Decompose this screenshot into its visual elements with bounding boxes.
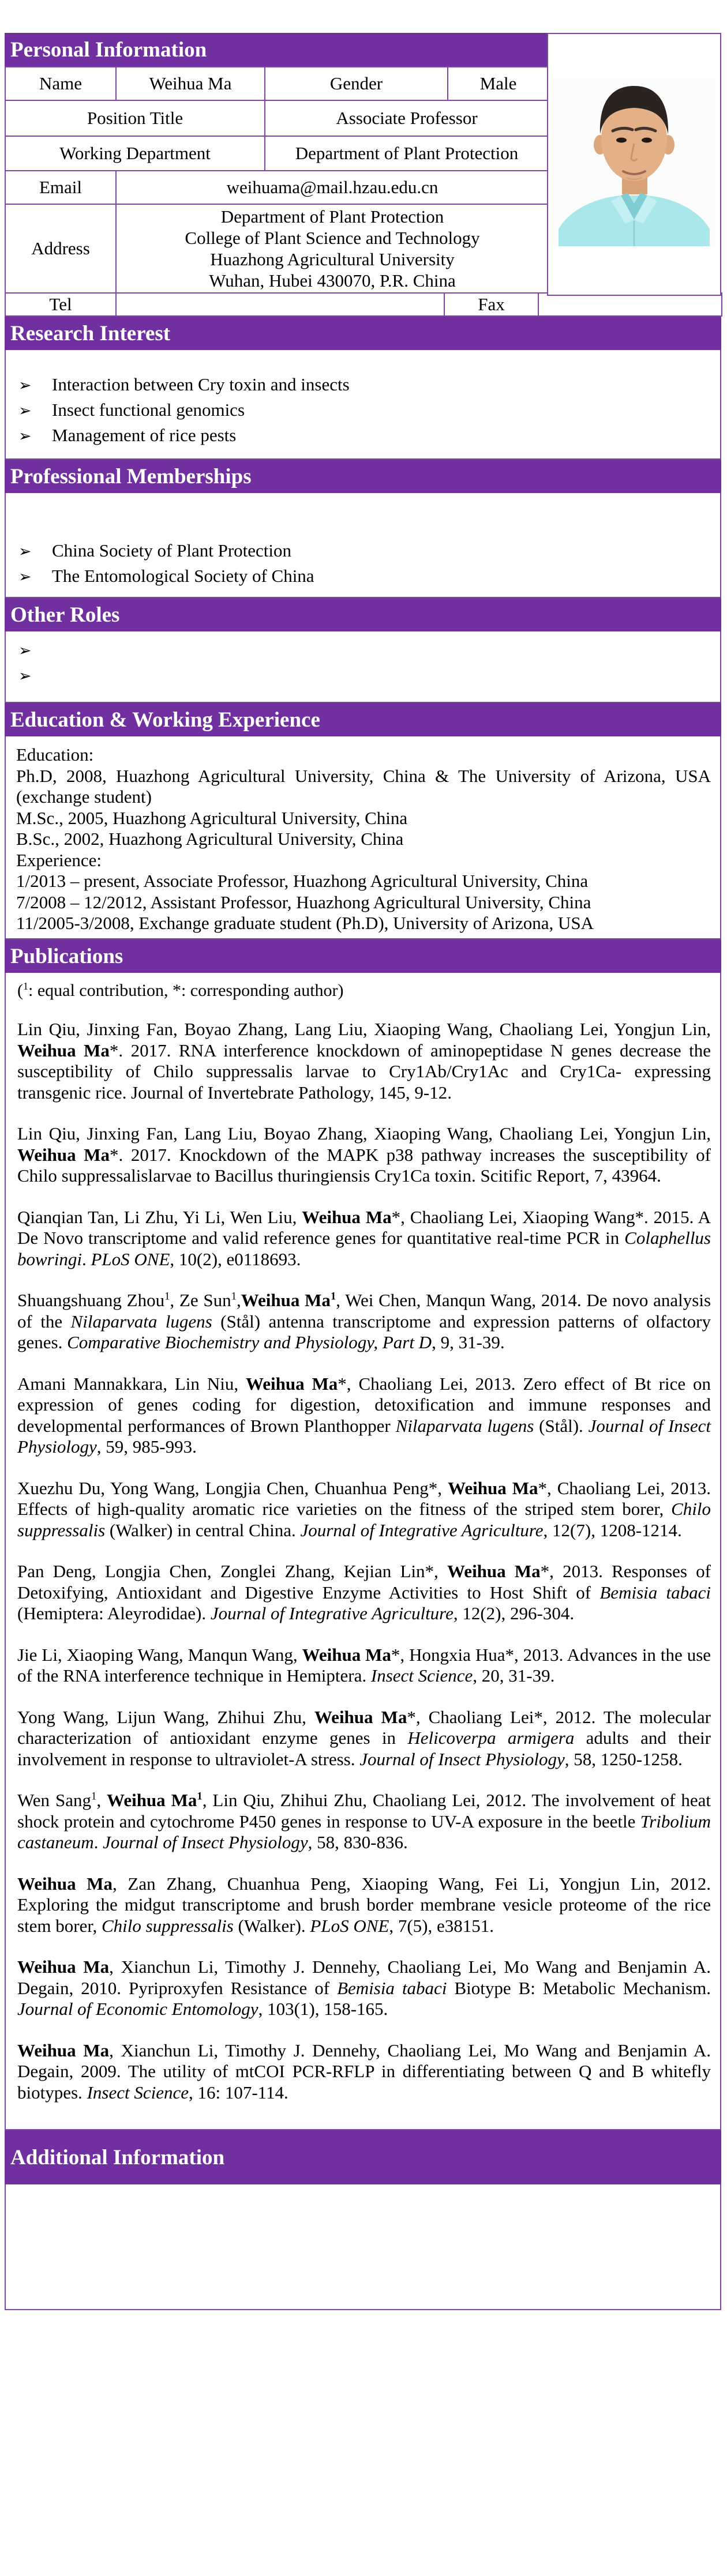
fax-label: Fax (444, 293, 538, 316)
publication-item: Jie Li, Xiaoping Wang, Manqun Wang, Weihua Ma*, Hongxia Hua*, 2013. Advances in the use of the RNA interference technique in Hemiptera. Insect Science, 20, 31-39. (17, 1644, 711, 1686)
address-line: Department of Plant Protection (220, 206, 444, 227)
publication-item: Shuangshuang Zhou$^1$, Ze Sun$^1$,Weihua Ma$^1$, Wei Chen, Manqun Wang, 2014. De novo analysis of the Nilaparvata lugens (Stål) antenna transcriptome and expression patterns of olfactory genes. Comparative Biochemistry and Physiology, Part D, 9, 31-39. (17, 1290, 711, 1352)
arrow-bullet-icon: ➢ (18, 543, 32, 560)
personal-information-section (5, 33, 721, 294)
education-line: 1/2013 – present, Associate Professor, Huazhong Agricultural University, China (16, 871, 589, 891)
list-item (6, 425, 720, 450)
section-header-professional-memberships (5, 460, 721, 493)
address-line: College of Plant Science and Technology (185, 228, 480, 248)
publication-item: Weihua Ma, Zan Zhang, Chuanhua Peng, Xiaoping Wang, Fei Li, Yongjun Lin, 2012. Exploring the midgut transcriptome and brush border membrane vesicle proteome of the rice stem borer, Chilo suppressalis (Walker). PLoS ONE, 7(5), e38151. (17, 1873, 711, 1936)
list-item (6, 566, 720, 591)
publication-item: Wen Sang$^1$, Weihua Ma$^1$, Lin Qiu, Zhihui Zhu, Chaoliang Lei, 2012. The involvement of heat shock protein and cytochrome P450 genes in response to UV-A exposure in the beetle Tribolium castaneum. Journal of Insect Physiology, 58, 830-836. (17, 1790, 711, 1852)
section-title: Additional Information (10, 2145, 225, 2169)
section-title: Other Roles (10, 603, 120, 627)
list-item (6, 374, 720, 400)
table-row (5, 100, 549, 136)
education-line: Education: (16, 744, 94, 765)
list-item-label: Management of rice pests (52, 425, 237, 445)
publication-item: Lin Qiu, Jinxing Fan, Lang Liu, Boyao Zhang, Xiaoping Wang, Chaoliang Lei, Yongjun Lin, Weihua Ma*. 2017. Knockdown of the MAPK p38 pathway increases the susceptibility of Chilo suppressalislarvae to Bacillus thuringiensis Cry1Ca toxin. Scitific Report, 7, 43964. (17, 1123, 711, 1186)
section-header-additional-information (5, 2130, 721, 2184)
publication-item: Weihua Ma, Xianchun Li, Timothy J. Dennehy, Chaoliang Lei, Mo Wang and Benjamin A. Degain, 2009. The utility of mtCOI PCR-RFLP in differentiating between Q and B whitefly biotypes. Insect Science, 16: 107-114. (17, 2040, 711, 2103)
position-value: Associate Professor (265, 100, 549, 136)
education-experience-box (5, 736, 721, 939)
section-title: Education & Working Experience (10, 708, 320, 732)
arrow-bullet-icon: ➢ (18, 667, 32, 685)
publications-box (5, 973, 721, 2130)
arrow-bullet-icon: ➢ (18, 427, 32, 445)
table-row (5, 171, 549, 204)
name-value: Weihua Ma (116, 67, 265, 100)
personal-info-table (5, 66, 549, 294)
publications-note: ($^1$: equal contribution, *: corresponding author) (17, 980, 344, 1000)
publication-item: Qianqian Tan, Li Zhu, Yi Li, Wen Liu, Weihua Ma*, Chaoliang Lei, Xiaoping Wang*. 2015. A De Novo transcriptome and valid reference genes for quantitative real-time PCR in Colaphellus bowringi. PLoS ONE, 10(2), e0118693. (17, 1206, 711, 1269)
list-item-label: China Society of Plant Protection (52, 540, 292, 561)
profile-page (5, 33, 721, 2310)
arrow-bullet-icon: ➢ (18, 377, 32, 394)
department-label: Working Department (5, 136, 265, 171)
list-item (6, 540, 720, 566)
list-item (6, 642, 720, 667)
list-item-label: Insect functional genomics (52, 400, 245, 420)
education-line: B.Sc., 2002, Huazhong Agricultural University, China (16, 829, 404, 849)
position-label: Position Title (5, 100, 265, 136)
address-label: Address (5, 204, 116, 293)
tel-value (116, 293, 444, 316)
publication-item: Yong Wang, Lijun Wang, Zhihui Zhu, Weihua Ma*, Chaoliang Lei*, 2012. The molecular characterization of antioxidant enzyme genes in Helicoverpa armigera adults and their involvement in response to ultraviolet-A stress. Journal of Insect Physiology, 58, 1250-1258. (17, 1706, 711, 1769)
fax-value (538, 293, 722, 316)
publication-item: Amani Mannakkara, Lin Niu, Weihua Ma*, Chaoliang Lei, 2013. Zero effect of Bt rice on expression of genes coding for digestion, detoxification and immune responses and developmental performances of Brown Planthopper Nilaparvata lugens (Stål). Journal of Insect Physiology, 59, 985-993. (17, 1373, 711, 1457)
education-line: Ph.D, 2008, Huazhong Agricultural University, China & The University of Arizona, USA (exchange student) (16, 765, 711, 807)
department-value: Department of Plant Protection (265, 136, 549, 171)
tel-label: Tel (5, 293, 116, 316)
publication-item: Pan Deng, Longjia Chen, Zonglei Zhang, Kejian Lin*, Weihua Ma*, 2013. Responses of Detoxifying, Antioxidant and Digestive Enzyme Activities to Host Shift of Bemisia tabaci (Hemiptera: Aleyrodidae). Journal of Integrative Agriculture, 12(2), 296-304. (17, 1561, 711, 1623)
table-row (5, 67, 549, 100)
address-line: Wuhan, Hubei 430070, P.R. China (209, 270, 456, 291)
additional-information-box (5, 2184, 721, 2310)
section-header-other-roles (5, 598, 721, 631)
email-value: weihuama@mail.hzau.edu.cn (116, 171, 549, 204)
education-line: 11/2005-3/2008, Exchange graduate student (Ph.D), University of Arizona, USA (16, 913, 594, 933)
arrow-bullet-icon: ➢ (18, 402, 32, 419)
table-row (5, 293, 722, 316)
section-title: Publications (10, 944, 123, 968)
publication-item: Lin Qiu, Jinxing Fan, Boyao Zhang, Lang Liu, Xiaoping Wang, Chaoliang Lei, Yongjun Lin, Weihua Ma*. 2017. RNA interference knockdown of aminopeptidase N genes decrease the susceptibility of Chilo suppressalis larvae to Cry1Ab/Cry1Ac and Cry1Ca- expressing transgenic rice. Journal of Invertebrate Pathology, 145, 9-12. (17, 1019, 711, 1103)
address-line: Huazhong Agricultural University (210, 249, 455, 269)
photo-cell (547, 33, 721, 296)
education-line: 7/2008 – 12/2012, Assistant Professor, Huazhong Agricultural University, China (16, 892, 591, 912)
section-header-research-interest (5, 317, 721, 350)
address-value (116, 204, 549, 293)
list-item-label: The Entomological Society of China (52, 566, 314, 586)
research-interest-box (5, 350, 721, 460)
section-title: Professional Memberships (10, 464, 252, 488)
section-header-personal-information (5, 33, 548, 66)
name-label: Name (5, 67, 116, 100)
list-item (6, 667, 720, 693)
table-row (5, 204, 549, 293)
gender-label: Gender (265, 67, 448, 100)
arrow-bullet-icon: ➢ (18, 642, 32, 659)
professional-memberships-box (5, 493, 721, 598)
education-line: Experience: (16, 849, 102, 870)
section-header-publications (5, 939, 721, 973)
email-label: Email (5, 171, 116, 204)
publication-item: Weihua Ma, Xianchun Li, Timothy J. Dennehy, Chaoliang Lei, Mo Wang and Benjamin A. Degain, 2010. Pyriproxyfen Resistance of Bemisia tabaci Biotype B: Metabolic Mechanism. Journal of Economic Entomology, 103(1), 158-165. (17, 1957, 711, 2019)
profile-photo (553, 79, 715, 246)
section-header-education-working-experience (5, 703, 721, 736)
other-roles-box (5, 631, 721, 703)
list-item-label: Interaction between Cry toxin and insects (52, 374, 350, 394)
section-title: Research Interest (10, 321, 171, 345)
education-line: M.Sc., 2005, Huazhong Agricultural University, China (16, 807, 408, 828)
list-item (6, 400, 720, 425)
gender-value: Male (448, 67, 549, 100)
table-row (5, 136, 549, 171)
tel-fax-table (5, 292, 722, 317)
publication-item: Xuezhu Du, Yong Wang, Longjia Chen, Chuanhua Peng*, Weihua Ma*, Chaoliang Lei, 2013. Effects of high-quality aromatic rice varieties on the fitness of the striped stem borer, Chilo suppressalis (Walker) in central China. Journal of Integrative Agriculture, 12(7), 1208-1214. (17, 1477, 711, 1540)
arrow-bullet-icon: ➢ (18, 568, 32, 585)
section-title: Personal Information (10, 37, 207, 62)
